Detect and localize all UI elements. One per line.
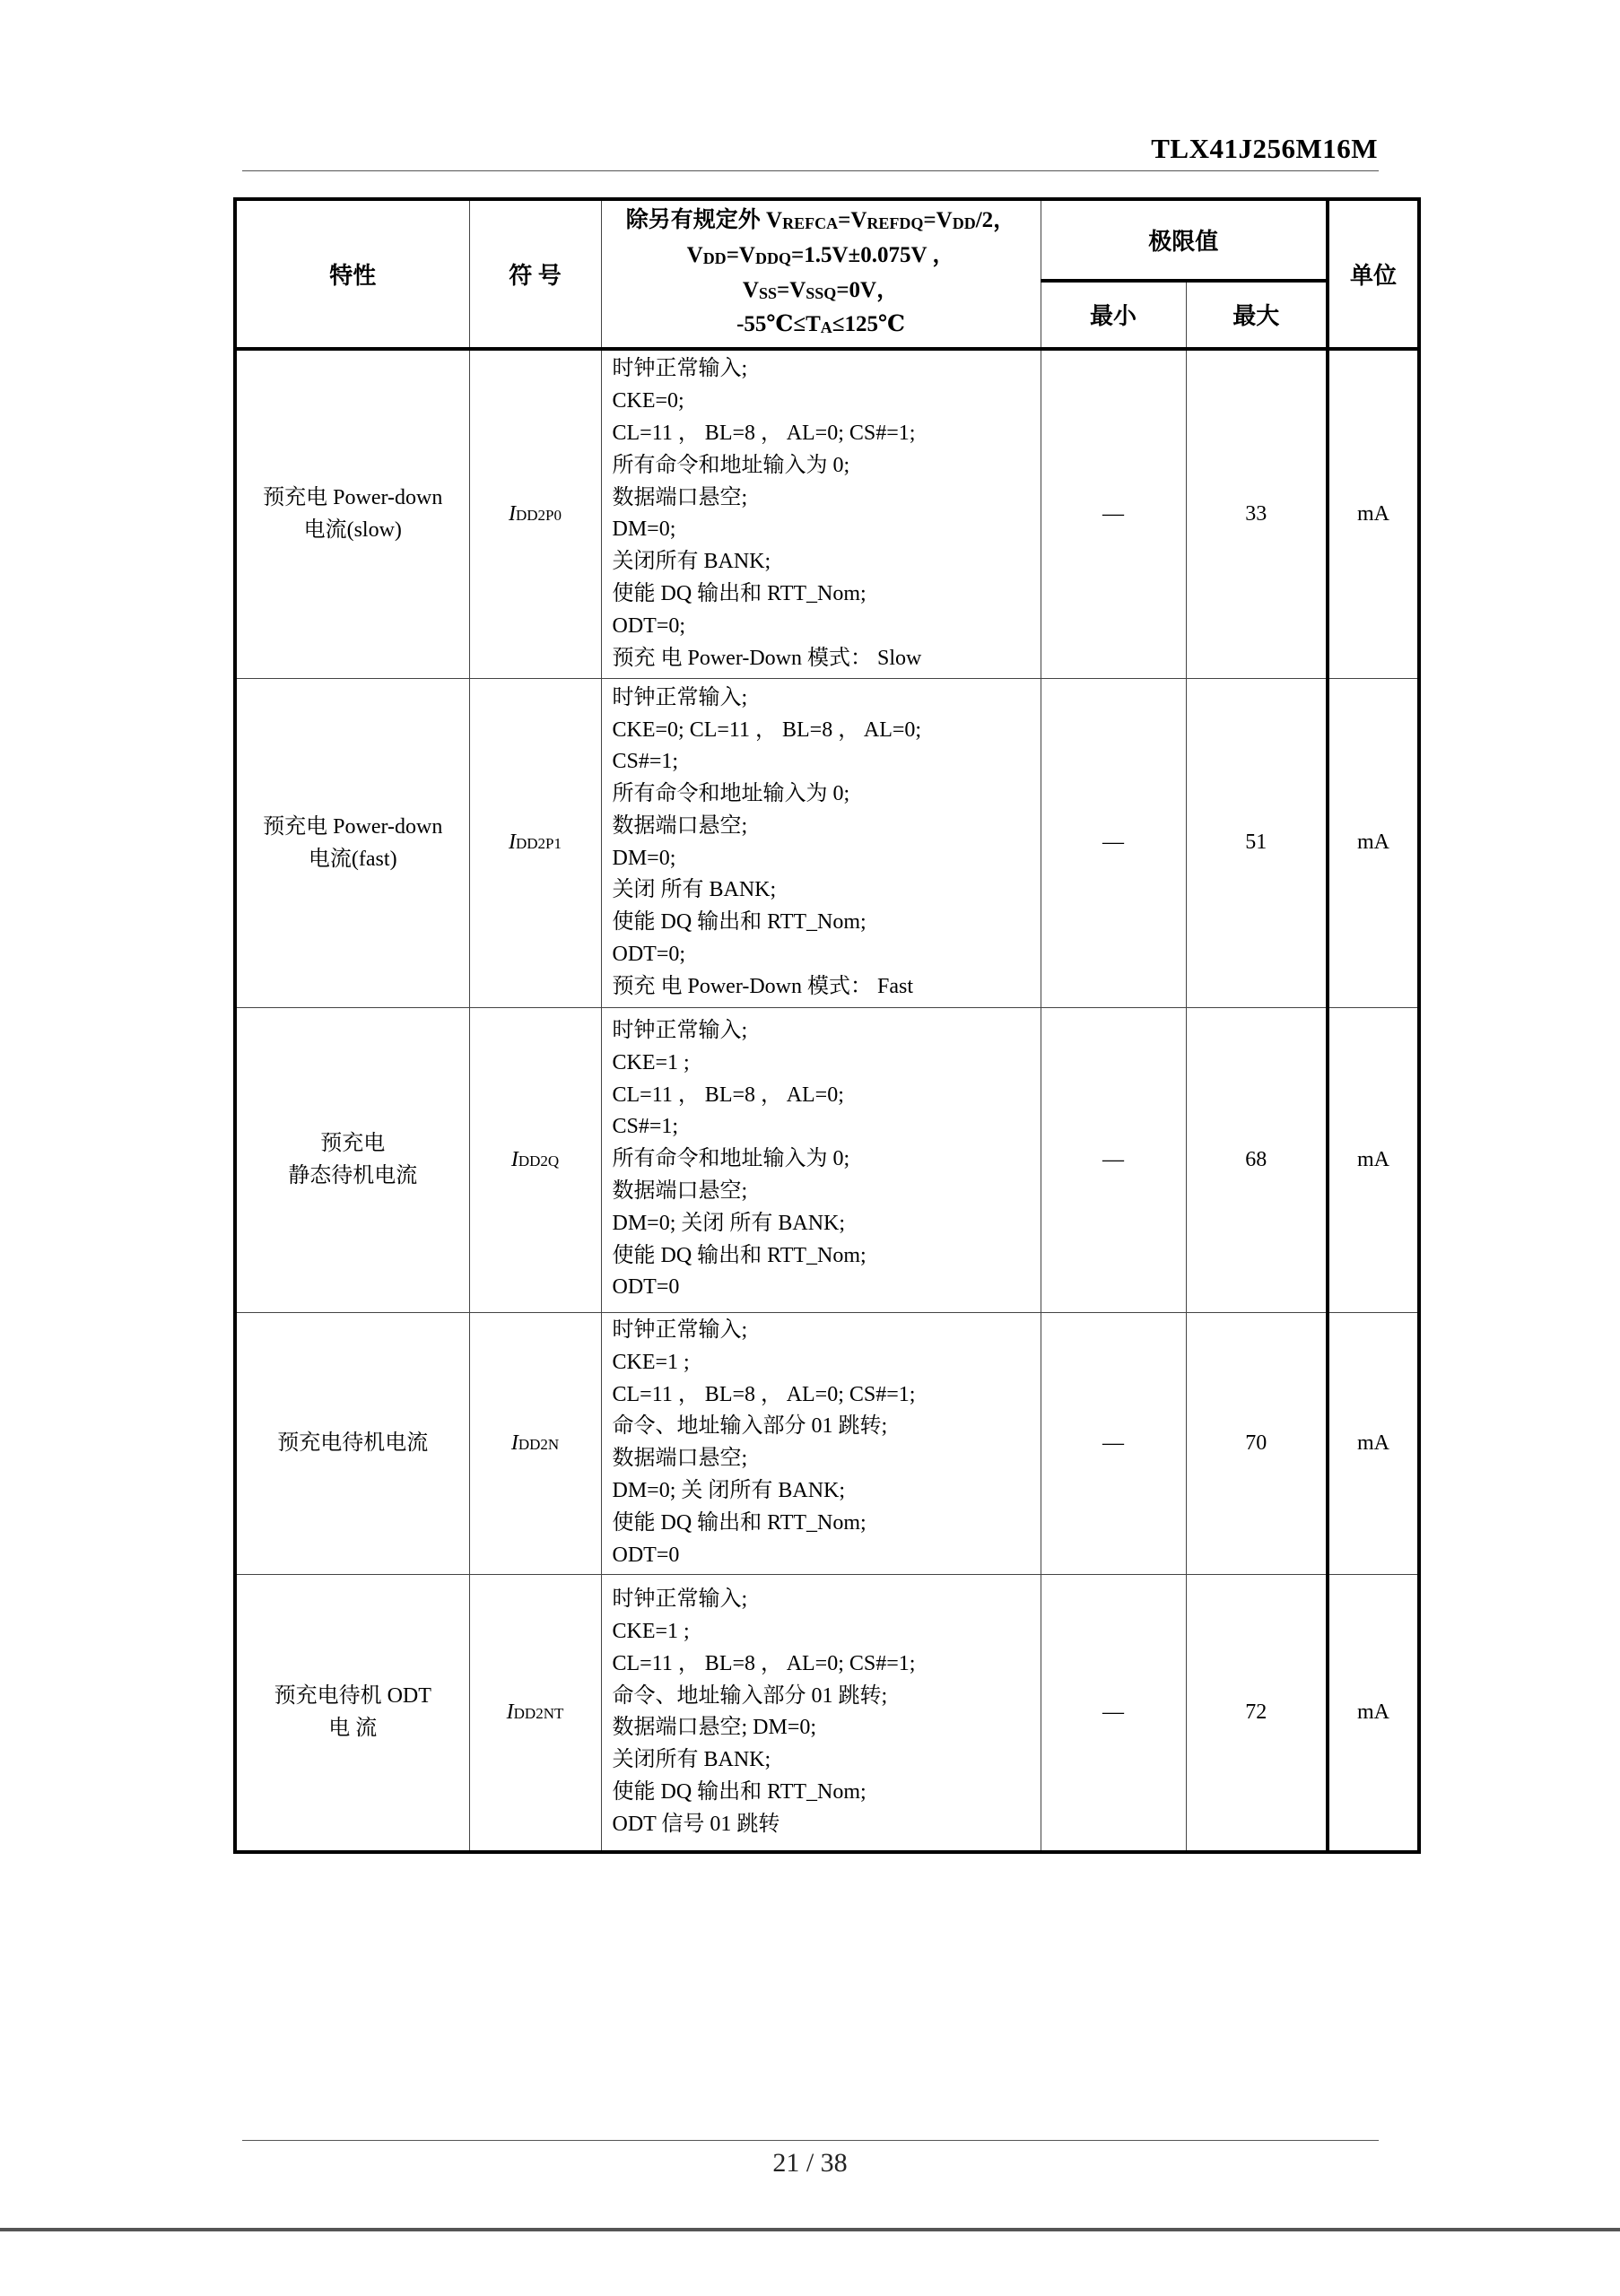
condition-line: 预充 电 Power-Down 模式： Slow (612, 646, 922, 670)
header-limits: 极限值 (1041, 199, 1328, 281)
condition-line: 数据端口悬空; (612, 1447, 748, 1471)
characteristic-line: 电流(slow) (303, 518, 402, 543)
condition-line: 数据端口悬空; (612, 813, 748, 838)
max-cell: 70 (1186, 1312, 1328, 1574)
condition-line: CS#=1; (612, 1115, 679, 1139)
min-cell: — (1041, 349, 1186, 678)
symbol-cell (469, 1312, 601, 1574)
characteristic-line: 预充电待机 ODT (274, 1684, 431, 1709)
unit-cell: mA (1328, 349, 1419, 678)
unit-cell: mA (1328, 1007, 1419, 1312)
footer-rule (242, 2140, 1379, 2141)
header-conditions: 除另有规定外 $V_{REFCA}=V_{REFDQ}=V_{DD}/2$， $V_{DD}=V_{DDQ}=1.5V\pm 0.075V$ ， $V_{SS}=V_{SSQ}=0V$， $-55℃\le T_A\le 125℃$ (601, 199, 1041, 349)
table-row (235, 349, 1419, 678)
condition-line: ODT=0; (612, 613, 686, 638)
spec-table (233, 197, 1421, 1854)
condition-line: CKE=0; CL=11 ， BL=8 ， AL=0; (612, 718, 922, 742)
symbol-subscript: DD2N (518, 1435, 560, 1453)
condition-line: 使能 DQ 输出和 RTT_Nom; (612, 1243, 867, 1267)
symbol-main: I (510, 1431, 518, 1455)
page-edge-line (0, 2228, 1620, 2231)
characteristic-cell (235, 349, 469, 678)
condition-line: 关闭所有 BANK; (612, 1748, 771, 1772)
conditions-cell (601, 349, 1041, 678)
condition-line: 所有命令和地址输入为 0; (612, 782, 850, 806)
condition-line: CKE=1 ; (612, 1620, 690, 1644)
max-cell: 51 (1186, 678, 1328, 1007)
condition-line: 时钟正常输入; (612, 357, 748, 381)
condition-line: CKE=1 ; (612, 1350, 690, 1374)
conditions-cell (601, 1312, 1041, 1574)
condition-line: 数据端口悬空; (612, 485, 748, 509)
min-cell: — (1041, 1312, 1186, 1574)
condition-line: 关闭 所有 BANK; (612, 878, 777, 902)
symbol-subscript: DD2P0 (515, 506, 562, 524)
characteristic-line: 预充电 Power-down (263, 814, 443, 839)
characteristic-cell (235, 1312, 469, 1574)
header-unit: 单位 (1328, 199, 1419, 349)
condition-line: 命令、地址输入部分 01 跳转; (612, 1414, 888, 1439)
condition-line: 关闭所有 BANK; (612, 550, 771, 574)
condition-line: 所有命令和地址输入为 0; (612, 453, 850, 477)
condition-line: 时钟正常输入; (612, 1587, 748, 1612)
condition-line: CL=11 ， BL=8 ， AL=0; CS#=1; (612, 1382, 916, 1406)
header-min: 最小 (1041, 281, 1186, 349)
condition-line: ODT 信号 01 跳转 (612, 1812, 780, 1836)
min-cell: — (1041, 1574, 1186, 1852)
header-row (235, 199, 1419, 281)
table-row (235, 678, 1419, 1007)
symbol-main: I (508, 831, 516, 855)
max-cell: 33 (1186, 349, 1328, 678)
page-number: 21 / 38 (772, 2148, 848, 2178)
document-id: TLX41J256M16M (1151, 133, 1378, 164)
characteristic-line: 预充电 Power-down (263, 486, 443, 510)
condition-line: 数据端口悬空; DM=0; (612, 1716, 817, 1740)
condition-line: ODT=0 (612, 1275, 680, 1300)
symbol-cell (469, 1007, 601, 1312)
characteristic-cell (235, 1574, 469, 1852)
symbol-subscript: DD2Q (518, 1152, 560, 1170)
condition-line: 时钟正常输入; (612, 1019, 748, 1043)
condition-line: CL=11 ， BL=8 ， AL=0; CS#=1; (612, 1651, 916, 1675)
conditions-cell (601, 678, 1041, 1007)
characteristic-cell (235, 678, 469, 1007)
table-row (235, 1574, 1419, 1852)
table-row (235, 1312, 1419, 1574)
header-symbol: 符 号 (469, 199, 601, 349)
condition-line: 所有命令和地址输入为 0; (612, 1147, 850, 1171)
condition-line: DM=0; 关闭 所有 BANK; (612, 1211, 846, 1235)
condition-line: CKE=0; (612, 389, 684, 413)
condition-line: 使能 DQ 输出和 RTT_Nom; (612, 582, 867, 606)
characteristic-line: 电流(fast) (308, 847, 397, 871)
symbol-subscript: DD2NT (513, 1704, 564, 1722)
header-max: 最大 (1186, 281, 1328, 349)
condition-line: 命令、地址输入部分 01 跳转; (612, 1683, 888, 1708)
max-cell: 68 (1186, 1007, 1328, 1312)
condition-line: 时钟正常输入; (612, 685, 748, 709)
min-cell: — (1041, 1007, 1186, 1312)
symbol-main: I (506, 1700, 514, 1724)
condition-line: ODT=0 (612, 1543, 680, 1567)
characteristic-line: 预充电待机电流 (277, 1431, 429, 1456)
symbol-subscript: DD2P1 (515, 835, 562, 853)
symbol-main: I (508, 501, 516, 526)
condition-line: CKE=1 ; (612, 1050, 690, 1074)
condition-line: DM=0; (612, 517, 676, 542)
condition-line: 使能 DQ 输出和 RTT_Nom; (612, 910, 867, 935)
condition-line: 预充 电 Power-Down 模式： Fast (612, 974, 914, 998)
conditions-cell (601, 1574, 1041, 1852)
max-cell: 72 (1186, 1574, 1328, 1852)
unit-cell: mA (1328, 678, 1419, 1007)
min-cell: — (1041, 678, 1186, 1007)
condition-line: CS#=1; (612, 750, 679, 774)
condition-line: ODT=0; (612, 943, 686, 967)
header-characteristic: 特性 (235, 199, 469, 349)
symbol-cell (469, 1574, 601, 1852)
condition-line: DM=0; 关 闭所有 BANK; (612, 1478, 846, 1502)
condition-line: CL=11 ， BL=8 ， AL=0; CS#=1; (612, 422, 916, 446)
characteristic-line: 预充电 (320, 1132, 386, 1156)
condition-line: CL=11 ， BL=8 ， AL=0; (612, 1083, 844, 1107)
unit-cell: mA (1328, 1312, 1419, 1574)
condition-line: 时钟正常输入; (612, 1318, 748, 1342)
conditions-cell (601, 1007, 1041, 1312)
condition-line: 使能 DQ 输出和 RTT_Nom; (612, 1510, 867, 1535)
characteristic-cell (235, 1007, 469, 1312)
condition-line: DM=0; (612, 846, 676, 870)
symbol-main: I (510, 1147, 518, 1171)
condition-line: 使能 DQ 输出和 RTT_Nom; (612, 1780, 867, 1805)
characteristic-line: 静态待机电流 (288, 1164, 418, 1188)
unit-cell: mA (1328, 1574, 1419, 1852)
characteristic-line: 电 流 (328, 1717, 378, 1741)
symbol-cell (469, 349, 601, 678)
symbol-cell (469, 678, 601, 1007)
header-rule (242, 170, 1379, 171)
condition-line: 数据端口悬空; (612, 1179, 748, 1204)
table-row (235, 1007, 1419, 1312)
